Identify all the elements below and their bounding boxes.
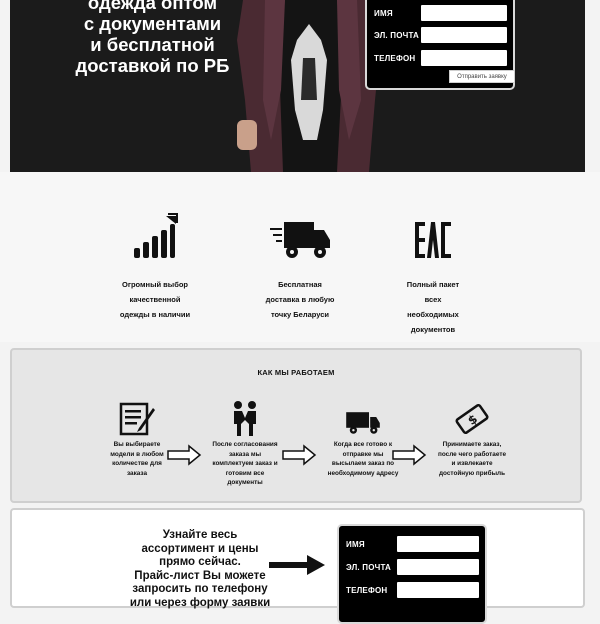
phone-input[interactable] <box>397 582 479 598</box>
step-line: количестве для <box>112 460 162 467</box>
step-line: Принимаете заказ, <box>442 441 502 448</box>
cta-line: Узнайте весь <box>162 529 238 541</box>
email-input[interactable] <box>421 27 507 43</box>
name-row <box>367 5 513 25</box>
name-input[interactable] <box>397 536 479 552</box>
phone-label: ТЕЛЕФОН <box>374 54 416 63</box>
feature-text <box>95 277 215 322</box>
hero-title-line: с документами <box>83 13 222 34</box>
cta-line: ассортимент и цены <box>141 542 259 555</box>
svg-text:$: $ <box>465 411 481 428</box>
submit-button[interactable]: Отправить заявку <box>449 70 515 83</box>
email-label: ЭЛ. ПОЧТА <box>374 31 419 40</box>
handshake-icon <box>231 400 259 436</box>
step-line: модели в любом <box>110 450 164 458</box>
step-text <box>424 440 520 478</box>
arrow-icon <box>167 445 201 465</box>
feature-line: качественной <box>129 295 181 304</box>
cta-line: Прайс-лист Вы можете <box>134 569 266 582</box>
name-input[interactable] <box>421 5 507 21</box>
step-4 <box>424 400 520 478</box>
feature-text <box>240 277 360 322</box>
step-line: и извлекаете <box>451 460 493 467</box>
email-label: ЭЛ. ПОЧТА <box>346 563 391 572</box>
money-icon <box>455 402 489 436</box>
order-form-icon <box>119 402 155 436</box>
arrow-right-icon <box>267 552 327 578</box>
step-line: готовим все <box>225 469 265 477</box>
feature-line: доставка в любую <box>265 295 335 304</box>
feature-line: одежды в наличии <box>119 310 191 319</box>
feature-line: Огромный выбор <box>121 280 188 289</box>
how-we-work-section <box>10 348 582 503</box>
step-line: Когда все готово к <box>333 441 393 448</box>
feature-documents <box>373 210 493 337</box>
email-row <box>339 559 485 579</box>
feature-line: документов <box>410 325 456 334</box>
feature-assortment <box>95 210 215 322</box>
name-row <box>339 536 485 556</box>
cta-line: или через форму заявки <box>129 596 271 609</box>
phone-row <box>367 50 513 70</box>
step-line: документы <box>227 479 263 486</box>
feature-text <box>373 277 493 337</box>
truck-icon <box>345 410 381 436</box>
arrow-icon <box>282 445 316 465</box>
eac-mark-icon <box>413 220 453 260</box>
phone-label: ТЕЛЕФОН <box>346 586 388 595</box>
cta-line: запросить по телефону <box>132 583 268 595</box>
feature-delivery <box>240 210 360 322</box>
feature-line: Бесплатная <box>278 280 322 289</box>
step-line: необходимому адресу <box>327 469 399 477</box>
feature-line: всех <box>424 295 442 304</box>
step-3 <box>315 400 411 478</box>
step-line: высылаем заказ по <box>331 460 395 467</box>
hero-title-line: одежда оптом <box>87 0 218 13</box>
step-2 <box>197 400 293 488</box>
name-label: ИМЯ <box>346 540 365 549</box>
hero-title-line: доставкой по РБ <box>75 55 230 76</box>
step-line: заказа мы <box>228 450 262 458</box>
step-line: Вы выбираете <box>113 441 161 448</box>
step-line: после чего работаете <box>437 450 507 458</box>
features-section <box>0 172 600 342</box>
hero-title-line: и бесплатной <box>90 34 215 55</box>
hero-order-form <box>365 0 515 90</box>
email-input[interactable] <box>397 559 479 575</box>
step-line: отправке мы <box>342 450 384 458</box>
cta-order-form <box>337 524 487 624</box>
section-title: КАК МЫ РАБОТАЕМ <box>257 368 335 377</box>
name-label: ИМЯ <box>374 9 393 18</box>
price-request-section <box>10 508 585 608</box>
feature-line: точку Беларуси <box>270 310 330 319</box>
feature-line: необходимых <box>407 310 459 319</box>
growth-bars-icon <box>132 214 178 260</box>
cta-text <box>120 529 280 610</box>
step-text <box>197 440 293 488</box>
step-line: достойную прибыль <box>438 469 506 477</box>
email-row <box>367 27 513 47</box>
step-1 <box>89 400 185 478</box>
hero-title <box>50 0 255 76</box>
feature-line: Полный пакет <box>406 280 460 289</box>
arrow-icon <box>392 445 426 465</box>
phone-row <box>339 582 485 602</box>
step-line: комплектуем заказ и <box>212 460 278 467</box>
hero-banner <box>10 0 585 172</box>
truck-icon <box>270 220 330 260</box>
cta-line: прямо сейчас. <box>159 556 241 568</box>
phone-input[interactable] <box>421 50 507 66</box>
step-line: заказа <box>126 469 148 477</box>
step-line: После согласования <box>212 441 278 448</box>
